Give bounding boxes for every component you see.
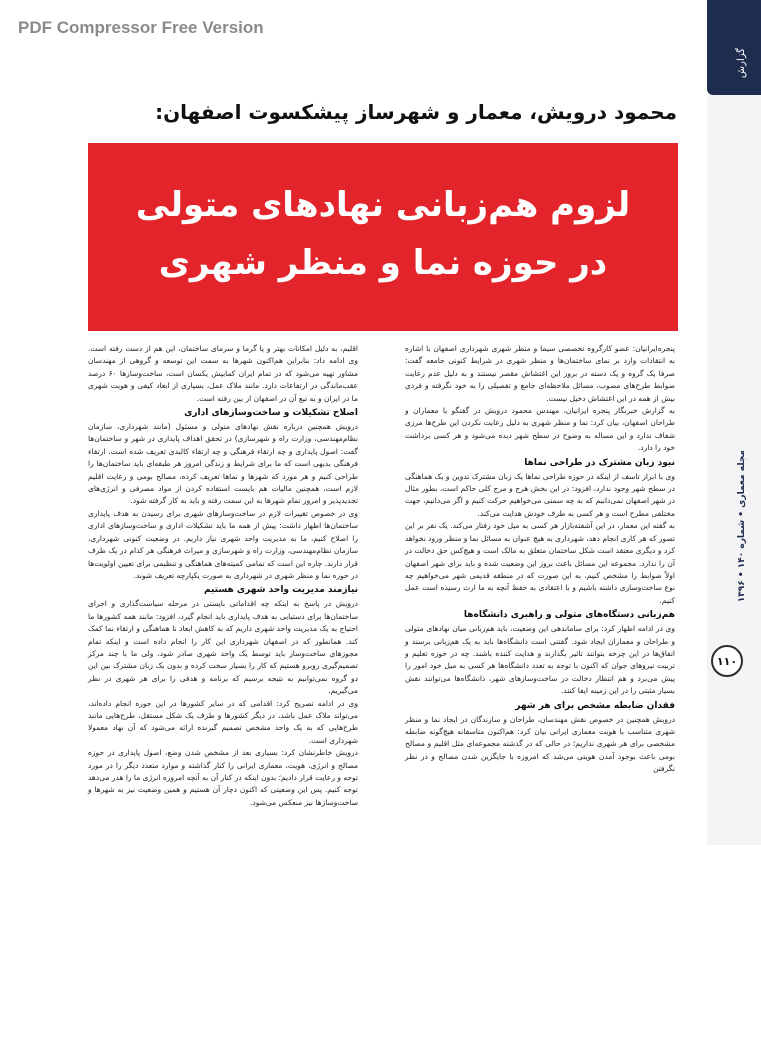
paragraph: درویش همچنین درباره نقش نهادهای متولی و مسئول (مانند شهرداری، سازمان نظام‌مهندسی، وزارت راه و شهرسازی) در تحقق اهداف پایداری در شهر و ساختمان‌ها گفت: اصول پایداری و چه ارتقاء فرهنگی و چه ارتقاء کالبدی تعریف شده است. ارتقاء فرهنگی بدیهی است که ما برای شرایط و زندگی امروز هر طبقه‌ای باید ساختمان‌ها را طراحی کنیم و هر مورد که شهرها و نماها تعریف کرده، مصالح بومی و رعایت اقلیم لازم است، همچنین مالیات هم بایست استفاده کردن از مواد مصرفی و انرژی‌های تجدیدپذیر و امروز تمام شهرها به این سمت رفته و باید به کار گرفته شود.	[88, 422, 358, 506]
paragraph: پنجره‌ایرانیان: عضو کارگروه تخصصی سیما و منظر شهری شهرداری اصفهان با اشاره به انتقادات وارد بر نمای ساختمان‌ها و منظر شهری در شرایط کنونی جامعه گفت: صرفا یک گروه و یک دسته در بروز این اغتشاش مقصر نیستند و به دلیل عدم رعایت ضوابط طرح‌های مصوب، مسائل ملاحظه‌ای جامع و تفصیلی را به خود نگرفته و فردی بیش از همه در این اغتشاش دخیل نیست.	[405, 344, 675, 403]
headline: محمود درویش، معمار و شهرساز پیشکسوت اصفهان:	[155, 100, 677, 124]
paragraph: اقلیم، به دلیل امکانات بهتر و یا گرما و سرمای ساختمان، این هم از دست رفته است. وی ادامه داد: بنابراین هم‌اکنون شهرها به سمت این توسعه و گروهی از مهندسان مشاور تهیه می‌شود که در تمام ایران کمابیش یکسان است، ساخت‌وسازها ۶۰ درصد عقب‌ماندگی در ارتفاعات دارد. مانند ملاک عمل، بسیاری از ابعاد کیفی و هویت شهری ما در ایران و به تبع آن در اصفهان از بین رفته است.	[88, 344, 358, 403]
article-column-right	[405, 343, 675, 776]
paragraph: وی با ابراز تاسف از اینکه در حوزه طراحی نماها یک زبان مشترک تدوین و یک هماهنگی در سطح شهر وجود ندارد، افزود: در این بخش هرج و مرج کلی حاکم است، بطور مثال در شهر اصفهان نمی‌دانیم که به چه سمتی می‌خواهیم حرکت کنیم و اگر می‌دانیم، جهت مختلفی مطرح است و هر کسی به طرف خودش هدایت می‌کند.	[405, 471, 675, 518]
section-tab-label: گزارش	[736, 48, 747, 79]
side-margin-strip	[707, 95, 761, 845]
paragraph: وی در ادامه تصریح کرد: اقدامی که در سایر کشورها در این حوزه انجام داده‌اند، می‌تواند ملاک عمل باشد، در دیگر کشورها و طرف یک شکل مستقل، طرح‌هایی مانند طرح‌هایی که به یک واحد مشخص تصمیم گیرنده ارائه می‌شود که آن نهاد معمولا شهرداری است.	[88, 698, 358, 745]
section-heading: اصلاح تشکیلات و ساخت‌وسازهای اداری	[184, 408, 358, 419]
section-tab	[707, 0, 761, 95]
watermark: PDF Compressor Free Version	[18, 18, 264, 37]
paragraph: درویش در پاسخ به اینکه چه اقداماتی بایستی در مرحله سیاست‌گذاری و اجرای ساختمان‌ها برای دستیابی به هدف پایداری باید انجام گیرد، افزود: مانند همه کشورها ما احتیاج به یک مدیریت واحد شهری داریم که به کاهش ابعاد نا هماهنگی و ارتقاء نما کمک کند. همانطور که در اصفهان شهرداری این کار را انجام داده است و اینکه تمام مجوزهای ساخت‌وساز باید توسط یک واحد شهری صادر شود، ولی ما با چند مرکز تصمیم‌گیری روبرو هستیم که کار را بسیار سخت کرده و بدون یک زبان مشترک بین این دو گروه نمی‌توانیم به نتیجه برسیم که برنامه و هدفی را برای هر شهری در نظر می‌گیریم.	[88, 599, 358, 696]
section-heading: نبود زبان مشترک در طراحی نماها	[524, 457, 675, 468]
title-line-2: در حوزه نما و منظر شهری	[158, 243, 608, 283]
paragraph: وی در خصوص تغییرات لازم در ساخت‌وسازهای شهری برای رسیدن به هدف پایداری ساختمان‌ها اظهار داشت: پیش از همه ما باید تشکیلات اداری و ساخت‌وسازهای اداری را اصلاح کنیم، ما به مدیریت واحد شهری نیاز داریم. در وضعیت کنونی شهرداری، سازمان نظام‌مهندسی، وزارت راه و شهرسازی و میراث فرهنگی هر کدام در یک طرف قرار دارند. چاره این است که تمامی کمیته‌های هماهنگی و تنظیمی برای تعیین اولویت‌ها در حوزه نما و منظر شهری در شهرداری به صورت یکپارچه تعریف شوند.	[88, 508, 358, 580]
title-banner	[88, 143, 678, 331]
paragraph: به گفته این معمار، در این آشفته‌بازار هر کسی به میل خود رفتار می‌کند. یک نفر بر این تصور که هر کاری انجام دهد، شهرداری به هیچ عنوان به مسائل نما و منظر ورود نخواهد کرد و دیگری معتقد است شکل ساختمان متعلق به مالک است و هیچ‌کس حق دخالت در آن را ندارد. مجموعه این مسائل باعث بروز این وضعیت شده و باید برای شهر اصفهان اولاً ضوابط را مشخص کنیم، به این صورت که در منطقه قدیمی شهر می‌خواهیم چه نوع ساخت‌وسازی داشته باشیم و با اعتقادی به حفظ آنچه به ما ارث رسیده است عمل کنیم.	[405, 521, 675, 605]
title-line-1: لزوم هم‌زبانی نهادهای متولی	[135, 185, 631, 225]
paragraph: درویش همچنین در خصوص نقش مهندسان، طراحان و سازندگان در ایجاد نما و منظر شهری متناسب با هویت معماری ایرانی بیان کرد: هم‌اکنون متاسفانه هیچ‌گونه ضابطه مشخصی برای هر شهری نداریم؛ در حالی که در گذشته مجموعه‌ای مثل اقلیم و مصالح بومی باعث بوجود آمدن هویتی می‌شد که امروزه با جایگزین شدن مصالح و در نظر نگرفتن	[405, 714, 675, 774]
running-head: مجله معماری • شماره ۱۴۰ • ۱۳۹۶	[737, 450, 747, 603]
paragraph: درویش خاطرنشان کرد: بسیاری بعد از مشخص شدن وضع، اصول پایداری در حوزه مصالح و انرژی، هویت، معماری ایرانی را کنار گذاشته و موارد متعدد دیگر را در مورد توجه و رعایت قرار دادیم؛ بدون اینکه در کنار آن به آنچه امروزه انرژی ما را هدر می‌دهد توجه کنیم. پس این وضعیتی که اکنون دچار آن هستیم و همین وضعیت نیز به شهرها و ساخت‌وسازها نیز منعکس می‌شود.	[88, 748, 358, 807]
section-heading: نیازمند مدیریت واحد شهری هستیم	[203, 585, 358, 596]
article-column-left	[88, 343, 358, 809]
section-heading: هم‌زبانی دستگاه‌های متولی و راهبری دانشگاه‌ها	[463, 610, 675, 621]
page-number: ۱۱۰	[711, 645, 743, 677]
paragraph: وی در ادامه اظهار کرد: برای ساماندهی این وضعیت، باید هم‌زبانی میان نهادهای متولی و طراحان و معماران ایجاد شود. گفتنی است دانشگاه‌ها باید به یک هم‌زبانی برسند و اتفاق‌ها در این چرخه بتوانند تاثیر بگذارند و هدایت کننده باشند. چه در حوزه تعلیم و تربیت نیروهای جوان که اکنون با توجه به تعدد دانشگاه‌ها هر کسی به میل خود امور را پیش می‌برد و هم انتظار دخالت در ساخت‌وسازهای شهر، دانشگاه‌ها می‌توانند نقش بسیار مثبتی را در این زمینه ایفا کنند.	[405, 624, 675, 696]
section-heading: فقدان ضابطه مشخص برای هر شهر	[515, 700, 675, 711]
paragraph: به گزارش خبرنگار پنجره ایرانیان، مهندس محمود درویش در گفتگو با معماران و طراحان اصفهان، بیان کرد: نما و منظر شهری به دلیل رعایت نکردن این طرح‌ها مرزی شفاف ندارد و این مساله به وضوح در سطح شهر دیده می‌شود و هر کسی برداشت خود را دارد.	[405, 406, 675, 453]
